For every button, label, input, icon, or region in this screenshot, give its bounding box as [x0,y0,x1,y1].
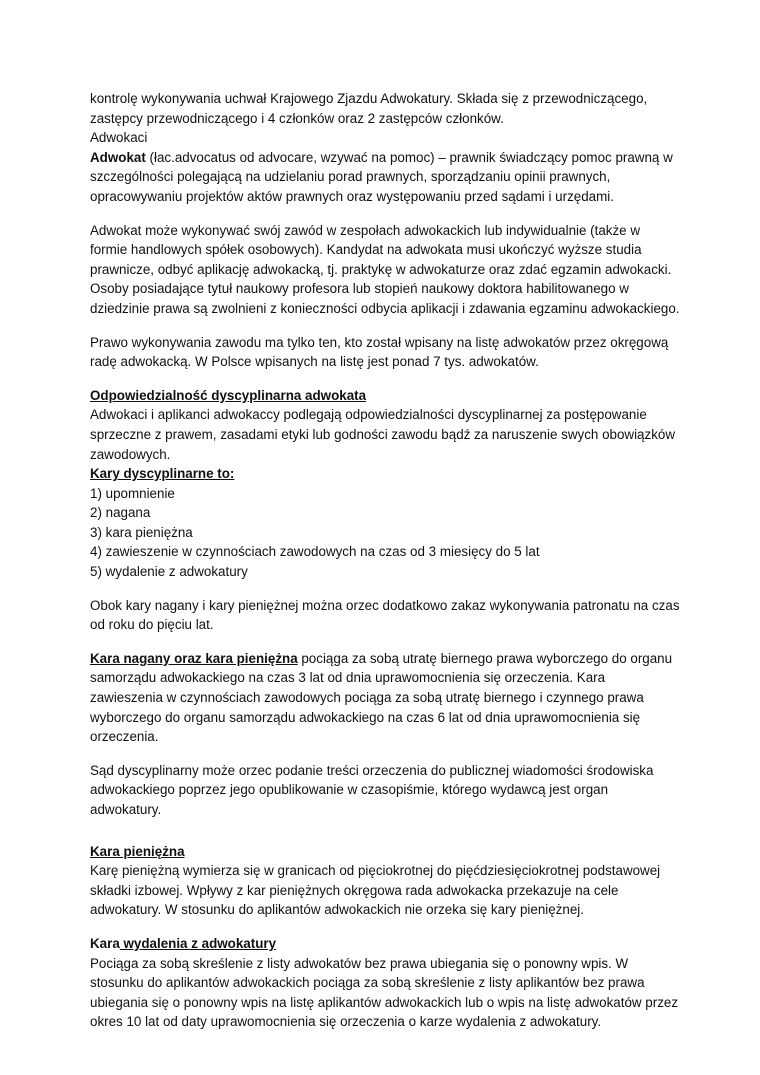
heading-kary-dyscyplinarne: Kary dyscyplinarne to: [90,466,235,482]
paragraph-zawod: Adwokat może wykonywać swój zawód w zespołach adwokackich lub indywidualnie (także w formie handlowych spółek osobowych). Kandydat na adwokata musi ukończyć wyższe studia prawnicze, odbyć aplikację adwokacką, tj. praktykę w adwokaturze oraz zdać egzamin adwokacki. Osoby posiadające tytuł naukowy profesora lub stopień naukowy doktora habilitowanego w dziedzinie prawa są zwolnieni z konieczności odbycia aplikacji i zdawania egzaminu adwokackiego. [90,222,680,316]
heading-kara-wydalenia [90,934,680,954]
list-item: 4) zawieszenie w czynnościach zawodowych na czas od 3 miesięcy do 5 lat [90,544,540,560]
paragraph-nagana [90,649,680,747]
list-item: 3) kara pieniężna [90,524,193,540]
section-label-adwokaci: Adwokaci [90,130,148,146]
paragraph-kara-pieniezna: Karę pieniężną wymierza się w granicach od pięciokrotnej do pięćdziesięciokrotnej podstawowej składki izbowej. Wpływy z kar pieniężnych okręgowa rada adwokacka przekazuje na cele adwokatury. W stosunku do aplikantów adwokackich nie orzeka się kary pieniężnej. [90,863,661,918]
paragraph-wydalenie: Pociąga za sobą skreślenie z listy adwokatów bez prawa ubiegania się o ponowny wpis. W stosunku do aplikantów adwokackich pociąga za sobą skreślenie z listy aplikantów bez prawa ubiegania się o ponowny wpis na listę aplikantów adwokackich lub o wpis na listę adwokatów przez okres 10 lat od daty uprawomocnienia się orzeczenia o karze wydalenia z adwokatury. [90,955,679,1030]
list-item: 2) nagana [90,505,151,521]
paragraph-prawo: Prawo wykonywania zawodu ma tylko ten, kto został wpisany na listę adwokatów przez okręgową radę adwokacką. W Polsce wpisanych na listę jest ponad 7 tys. adwokatów. [90,334,669,370]
paragraph-odpowiedzialnosc: Adwokaci i aplikanci adwokaccy podlegają odpowiedzialności dyscyplinarnej za postępowanie sprzeczne z prawem, zasadami etyki lub godności zawodu bądź za naruszenie swych obowiązków zawodowych. [90,407,676,462]
heading-odpowiedzialnosc: Odpowiedzialność dyscyplinarna adwokata [90,387,367,403]
nagana-text: pociąga za sobą utratę biernego prawa wyborczego do organu samorządu adwokackiego na czas 3 lat od dnia uprawomocnienia się orzeczenia. Kara zawieszenia w czynnościach zawodowych pociąga za sobą utratę biernego i czynnego prawa wyborczego do organu samorządu adwokackiego na czas 6 lat od dnia uprawomocnienia się orzeczenia. [90,650,673,745]
heading-kara-pieniezna: Kara pieniężna [90,843,185,859]
paragraph-obok: Obok kary nagany i kary pieniężnej można orzec dodatkowo zakaz wykonywania patronatu na czas od roku do pięciu lat. [90,597,680,633]
heading-kara-word: Kara [90,935,120,951]
nagana-term: Kara nagany oraz kara pieniężna [90,650,298,666]
list-item: 1) upomnienie [90,485,175,501]
list-item: 5) wydalenie z adwokatury [90,564,248,580]
adwokat-definition-paragraph [90,148,680,207]
paragraph-sad: Sąd dyscyplinarny może orzec podanie treści orzeczenia do publicznej wiadomości środowiska adwokackiego poprzez jego opublikowanie w czasopiśmie, którego wydawcą jest organ adwokatury. [90,762,654,817]
adwokat-term: Adwokat [90,149,146,165]
heading-wydalenia-underlined: wydalenia z adwokatury [119,935,277,951]
kary-list [90,484,680,582]
intro-continuation: kontrolę wykonywania uchwał Krajowego Zjazdu Adwokatury. Składa się z przewodniczącego, zastępcy przewodniczącego i 4 członków oraz 2 zastępców członków. [90,91,648,126]
adwokat-definition: (łac.advocatus od advocare, wzywać na pomoc) – prawnik świadczący pomoc prawną w szczególności polegającą na udzielaniu porad prawnych, sporządzaniu opinii prawnych, opracowywaniu projektów aktów prawnych oraz występowaniu przed sądami i urzędami. [90,149,673,204]
